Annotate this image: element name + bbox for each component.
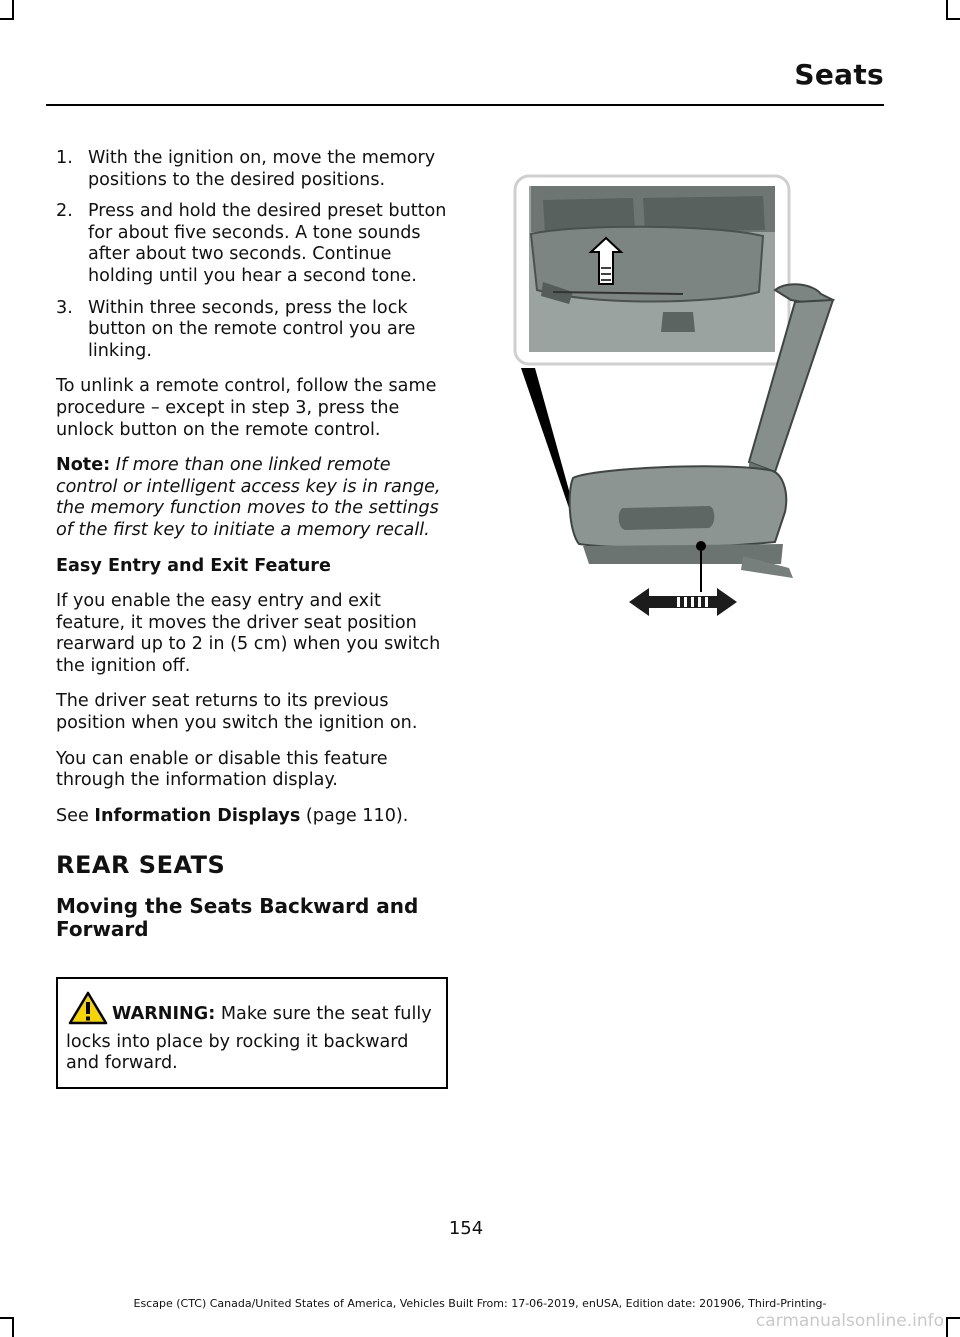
header-divider	[46, 104, 884, 106]
crop-mark	[946, 18, 960, 20]
page-number: 154	[448, 1218, 484, 1239]
easy-entry-paragraph: If you enable the easy entry and exit feature, it moves the driver seat position rearward up to 2 in (5 cm) when you switch the ignition off.	[56, 591, 441, 676]
watermark: carmanualsonline.info	[755, 1311, 944, 1331]
warning-box	[56, 977, 448, 1089]
crop-mark	[0, 1317, 14, 1319]
crop-mark	[946, 1317, 960, 1319]
note-label: Note:	[56, 455, 111, 476]
easy-entry-heading: Easy Entry and Exit Feature	[56, 555, 331, 576]
see-reference: See Information Displays (page 110).	[56, 805, 409, 826]
easy-entry-paragraph: The driver seat returns to its previous position when you switch the ignition on.	[56, 691, 418, 734]
crop-mark	[0, 18, 14, 20]
rear-seat-slide-illustration	[488, 172, 768, 632]
rear-seats-heading: REAR SEATS	[56, 851, 226, 880]
list-item: 3. Within three seconds, press the lock button on the remote control you are linking.	[56, 297, 416, 361]
crop-mark	[946, 1317, 948, 1337]
crop-mark	[12, 0, 14, 20]
warning-triangle-icon	[68, 991, 108, 1032]
note-text: If more than one linked remote control or intelligent access key is in range, the memory function moves to the settings of the first key to initiate a memory recall.	[56, 455, 441, 540]
warning-text: Make sure the seat fully locks into place by rocking it backward and forward.	[66, 1004, 432, 1074]
warning-label: WARNING:	[112, 1004, 216, 1025]
note-paragraph	[56, 455, 448, 541]
footer-text: Escape (CTC) Canada/United States of America, Vehicles Built From: 17-06-2019, enUSA, Edition date: 201906, Third-Printing-	[133, 1297, 827, 1310]
page-title: Seats	[794, 58, 884, 91]
list-item: 1. With the ignition on, move the memory positions to the desired positions.	[56, 148, 436, 190]
unlink-paragraph: To unlink a remote control, follow the same procedure – except in step 3, press the unlock button on the remote control.	[56, 376, 437, 440]
crop-mark	[12, 1317, 14, 1337]
main-column	[56, 148, 448, 1089]
information-displays-link[interactable]: Information Displays	[94, 805, 301, 826]
memory-steps-list	[56, 148, 448, 362]
easy-entry-paragraph: You can enable or disable this feature through the information display.	[56, 748, 388, 791]
crop-mark	[946, 0, 948, 20]
list-item: 2. Press and hold the desired preset button for about five seconds. A tone sounds after about two seconds. Continue holding until you hear a second tone.	[56, 201, 447, 286]
moving-seats-heading: Moving the Seats Backward and Forward	[56, 894, 419, 942]
